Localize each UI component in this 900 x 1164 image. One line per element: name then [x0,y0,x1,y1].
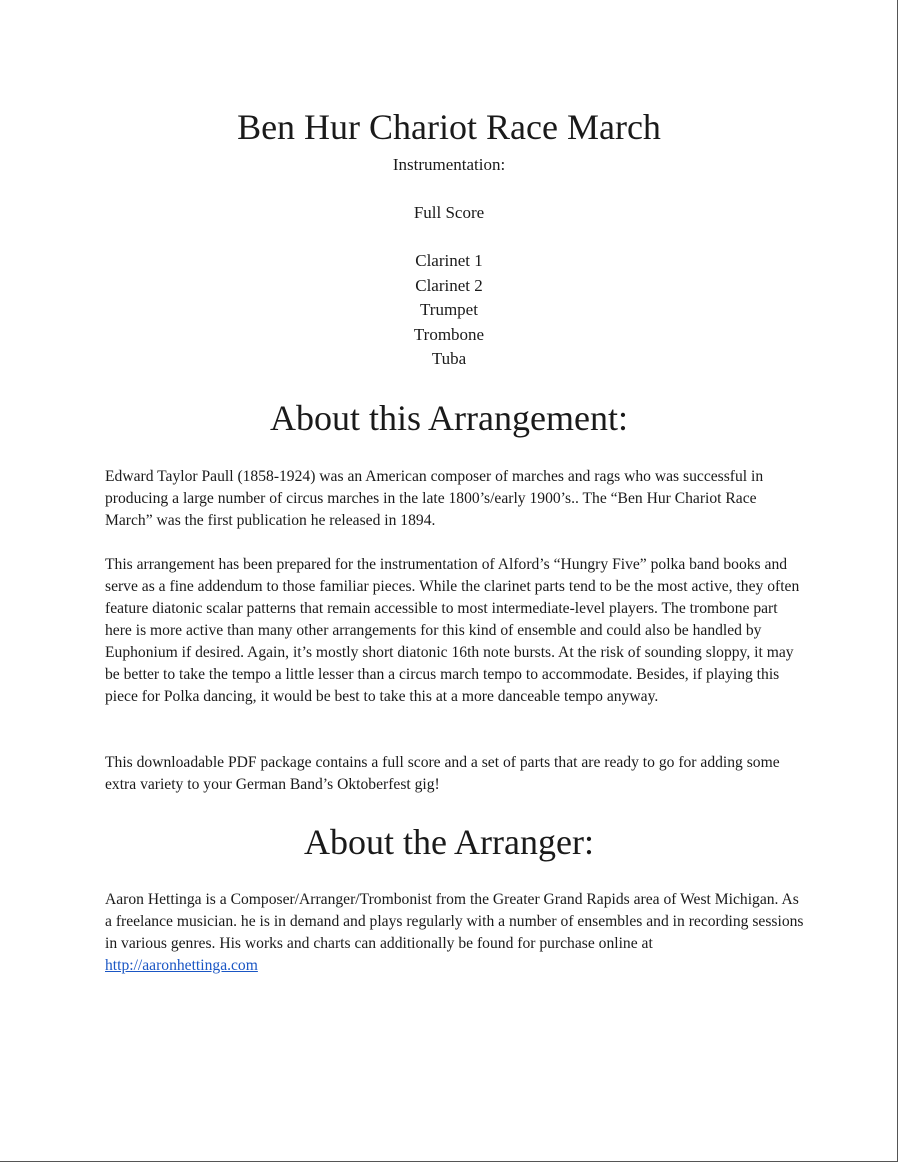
arranger-bio-text: Aaron Hettinga is a Composer/Arranger/Trombonist from the Greater Grand Rapids area of West Michigan. As a freelance musician. he is in demand and plays regularly with a number of ensembles and in recording sessions in various genres. His works and charts can additionally be found for purchase online at [105,891,804,952]
instrument-list [0,249,898,372]
arrangement-paragraph-details: This arrangement has been prepared for the instrumentation of Alford’s “Hungry Five” polka band books and serve as a fine addendum to those familiar pieces. While the clarinet parts tend to be the most active, they often feature diatonic scalar patterns that remain accessible to most intermediate-level players. The trombone part here is more active than many other arrangements for this kind of ensemble and could also be handled by Euphonium if desired. Again, it’s mostly short diatonic 16th note bursts. At the risk of sounding sloppy, it may be better to take the tempo a little lesser than a circus march tempo to accommodate. Besides, if playing this piece for Polka dancing, it would be best to take this at a more danceable tempo anyway. [105,556,800,705]
instrument-item: Trombone [413,324,485,344]
instrument-item: Clarinet 1 [415,251,483,270]
about-arranger-heading: About the Arranger: [304,822,594,862]
arrangement-paragraph-history: Edward Taylor Paull (1858-1924) was an American composer of marches and rags who was successful in producing a large number of circus marches in the late 1800’s/early 1900’s.. The “Ben Hur Chariot Race March” was the first publication he released in 1894. [105,468,764,529]
full-score-label: Full Score [413,203,485,222]
instrument-item: Trumpet [420,300,478,319]
instrumentation-label: Instrumentation: [392,155,506,174]
document-title: Ben Hur Chariot Race March [237,107,661,147]
arrangement-paragraph-package: This downloadable PDF package contains a full score and a set of parts that are ready to go for adding some extra variety to your German Band’s Oktoberfest gig! [105,754,780,793]
instrument-item: Tuba [431,349,467,368]
about-arrangement-heading: About this Arrangement: [270,398,628,438]
arranger-website-link[interactable]: http://aaronhettinga.com [105,957,258,974]
instrument-item: Clarinet 2 [415,275,483,295]
arranger-bio-paragraph [105,889,805,977]
